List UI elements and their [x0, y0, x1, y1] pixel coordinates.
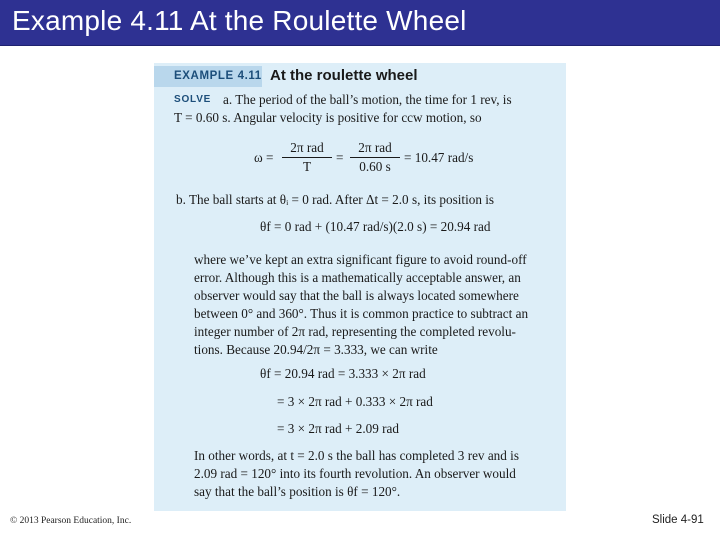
- fraction-1-numerator: 2π rad: [282, 140, 332, 158]
- reduction-equation-line-2: = 3 × 2π rad + 0.333 × 2π rad: [277, 394, 433, 409]
- example-number-tab: EXAMPLE 4.11: [154, 66, 262, 87]
- equation-result: = 10.47 rad/s: [404, 150, 474, 165]
- paragraph-line: error. Although this is a mathematically acceptable answer, an: [194, 270, 521, 285]
- example-panel: [154, 63, 566, 511]
- solve-label: SOLVE: [174, 94, 212, 105]
- slide-title-bar: [0, 0, 720, 46]
- reduction-equation-line-3: = 3 × 2π rad + 2.09 rad: [277, 421, 399, 436]
- paragraph-line: between 0° and 360°. Thus it is common practice to subtract an: [194, 306, 529, 321]
- conclusion-line: say that the ball’s position is θf = 120°.: [194, 484, 401, 499]
- position-equation: θf = 0 rad + (10.47 rad/s)(2.0 s) = 20.94 rad: [260, 219, 491, 234]
- part-a-line-2: T = 0.60 s. Angular velocity is positive for ccw motion, so: [174, 110, 482, 125]
- equation-equals: =: [336, 150, 344, 165]
- slide-title: Example 4.11 At the Roulette Wheel: [12, 5, 467, 36]
- paragraph-line: where we’ve kept an extra significant figure to avoid round-off: [194, 252, 527, 267]
- part-b-line-1: b. The ball starts at θᵢ = 0 rad. After Δt = 2.0 s, its position is: [176, 192, 495, 207]
- fraction-2-numerator: 2π rad: [350, 140, 400, 158]
- paragraph-line: observer would say that the ball is always located somewhere: [194, 288, 519, 303]
- fraction-2-denominator: 0.60 s: [359, 159, 391, 174]
- copyright-notice: © 2013 Pearson Education, Inc.: [10, 516, 132, 526]
- slide-number: Slide 4-91: [652, 514, 704, 526]
- part-a-line-1: a. The period of the ball’s motion, the time for 1 rev, is: [223, 92, 512, 107]
- paragraph-line: integer number of 2π rad, representing the completed revolu-: [194, 324, 516, 339]
- paragraph-line: tions. Because 20.94/2π = 3.333, we can write: [194, 342, 438, 357]
- reduction-equation-line-1: θf = 20.94 rad = 3.333 × 2π rad: [260, 366, 426, 381]
- fraction-1-denominator: T: [302, 159, 312, 174]
- conclusion-line: 2.09 rad = 120° into its fourth revolution. An observer would: [194, 466, 516, 481]
- example-header: [154, 63, 566, 87]
- fraction-1: [282, 140, 332, 175]
- fraction-2: [350, 140, 400, 175]
- conclusion-line: In other words, at t = 2.0 s the ball has completed 3 rev and is: [194, 448, 519, 463]
- equation-lhs: ω =: [254, 150, 274, 165]
- example-title: At the roulette wheel: [270, 67, 418, 84]
